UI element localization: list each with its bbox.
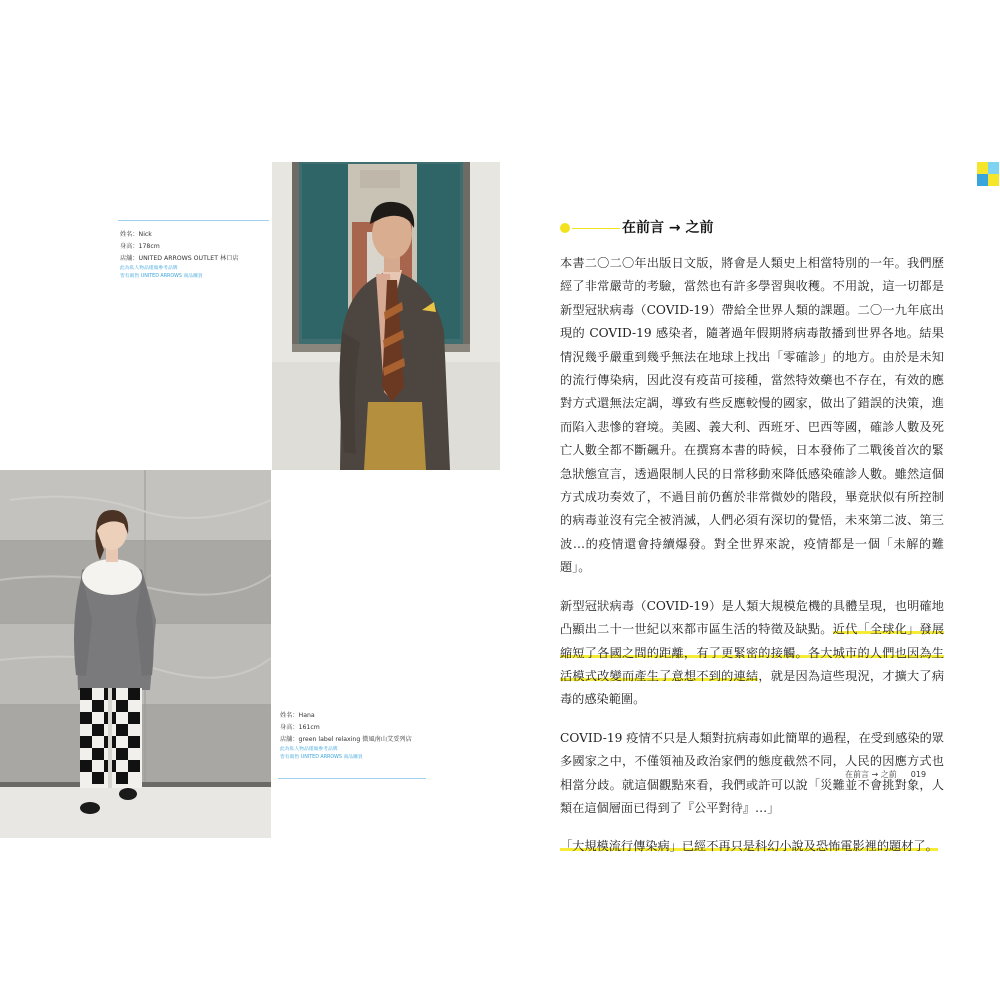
body-text [560, 252, 944, 874]
caption-height: 身高：161cm [280, 724, 320, 731]
caption-note-1: 此為私人物品僅做參考品牌 [120, 266, 178, 271]
tab-yellow-2 [988, 174, 999, 186]
caption-note-1: 此為私人物品僅做參考品牌 [280, 747, 338, 752]
tab-yellow [977, 162, 988, 174]
caption-hana [280, 710, 430, 761]
heading-title: 在前言 → 之前 [622, 220, 714, 236]
photo-nick [272, 162, 500, 470]
paragraph-2 [560, 595, 944, 712]
tab-light-blue [988, 162, 999, 174]
heading-dot-icon [560, 223, 570, 233]
caption-rule [278, 778, 426, 779]
paragraph-2-end: ，就是因為這些現況，才擴大了病毒的感染範圍。 [560, 668, 945, 707]
caption-store: 店舖：UNITED ARROWS OUTLET 林口店 [120, 255, 239, 262]
paragraph-1: 本書二〇二〇年出版日文版，將會是人類史上相當特別的一年。我們歷經了非常嚴苛的考驗，當然也有許多學習與收穫。不用說，這一切都是新型冠狀病毒（COVID-19）帶給全世界人類的課題。二〇一九年底出現的 COVID-19 感染者，隨著過年假期將病毒散播到世界各地。結果情況幾乎嚴重到幾乎無法在地球上找出「零確診」的地方。由於是未知的流行傳染病，因此沒有疫苗可接種，當然特效藥也不存在，有效的應對方式還無法定調，導致有些反應較慢的國家，做出了錯誤的決策，進而陷入悲慘的窘境。美國、義大利、西班牙、巴西等國，確診人數及死亡人數全都不斷飆升。在撰寫本書的時候，日本發佈了二戰後首次的緊急狀態宣言，透過限制人民的日常移動來降低感染確診人數。雖然這個方式成功奏效了，不過目前仍舊於非常微妙的階段，畢竟狀似有所控制的病毒並沒有完全被消滅，人們必須有深切的覺悟，未來第二波、第三波…的疫情還會持續爆發。對全世界來說，疫情都是一個「未解的難題」。 [560, 256, 944, 575]
corner-color-tabs [977, 162, 1000, 186]
footer-section: 在前言 → 之前 [845, 770, 897, 779]
paragraph-4-highlight: 「大規模流行傳染病」已經不再只是科幻小說及恐怖電影裡的題材了。 [560, 839, 938, 854]
heading-rule [572, 228, 620, 229]
caption-height: 身高：178cm [120, 243, 160, 250]
tab-blue [977, 174, 988, 186]
caption-name: 姓名：Nick [120, 231, 152, 238]
caption-name: 姓名：Hana [280, 712, 315, 719]
paragraph-3: COVID-19 疫情不只是人類對抗病毒如此簡單的過程，在受到感染的眾多國家之中，不僅領袖及政治家們的態度截然不同，人民的因應方式也相當分歧。就這個觀點來看，我們或許可以說「災難並不會挑對象，人類在這個層面已得到了『公平對待』…」 [560, 730, 944, 815]
photo-hana-illustration [0, 470, 271, 838]
caption-store: 店舖：green label relaxing 微風南山艾妥列店 [280, 736, 412, 743]
caption-note-2: 皆有販售 UNITED ARROWS 商品購買 [280, 754, 363, 760]
page-number: 019 [910, 770, 927, 779]
paragraph-2-highlight: 近代「全球化」發展縮短了各國之間的距離，有了更緊密的接觸。各大城市的人們也因為生活模式改變而產生了意想不到的連結 [560, 622, 945, 683]
photo-hana [0, 470, 271, 838]
caption-nick [120, 229, 270, 280]
page-footer [845, 769, 926, 780]
paragraph-2-start: 新型冠狀病毒（COVID-19）是人類大規模危機的具體呈現，也明確地凸顯出二十一世紀以來都市區生活的特徵及缺點。 [560, 598, 944, 637]
paragraph-4 [560, 835, 944, 858]
photo-nick-illustration [272, 162, 500, 470]
caption-rule [118, 220, 269, 221]
caption-note-2: 皆有販售 UNITED ARROWS 商品購買 [120, 273, 203, 279]
